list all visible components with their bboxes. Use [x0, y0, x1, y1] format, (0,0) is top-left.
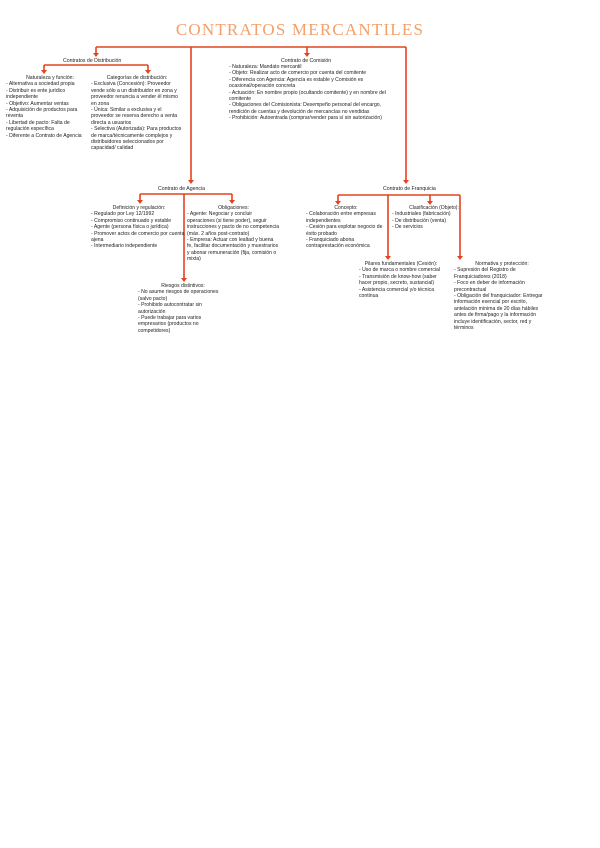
- arrow-definicion: [137, 200, 143, 204]
- riesgos-item: - Prohibido autocontratar sin autorización: [138, 302, 202, 315]
- arrow-pilares: [385, 256, 391, 260]
- definicion-item: - Agente (persona física o jurídica): [91, 224, 169, 231]
- clasificacion-item: - De servicios: [392, 224, 423, 231]
- comision-node: [229, 64, 387, 122]
- arrow-franquicia: [403, 180, 409, 184]
- naturaleza-item: - Alternativa a sociedad propia: [6, 81, 75, 88]
- categorias-item: - Única: Similar a exclusiva y el proveedor se reserva derecho a venta directa a usuarios: [91, 107, 178, 126]
- clasificacion-item: - De distribución (venta): [392, 217, 447, 224]
- definicion-item: - Promover actos de comercio por cuenta ajena: [91, 230, 185, 244]
- comision-item: - Prohibición: Autoentrada (comprar/vender para sí sin autorización): [229, 115, 382, 122]
- concepto-item: - Colaboración entre empresas independientes: [306, 211, 376, 224]
- comision-item: - Actuación: En nombre propio (ocultando comitente) y en nombre del comitente: [229, 89, 386, 103]
- franquicia-clasificacion-node: [392, 205, 476, 231]
- distribucion-categorias-node: [91, 75, 183, 152]
- arrow-obligaciones: [229, 200, 235, 204]
- pilares-heading: Pilares fundamentales (Cesión):: [364, 261, 438, 267]
- obligaciones-item: - Agente: Negociar y concluir operaciones (si tiene poder), seguir instrucciones y pacto de no competencia (máx. 2 años post-contrato): [187, 211, 280, 237]
- concepto-item: - Franquiciado abona contraprestación económica: [306, 237, 370, 250]
- distribucion-naturaleza-node: [6, 75, 94, 139]
- normativa-item: - Supresión del Registro de Franquiciadores (2018): [454, 267, 516, 280]
- naturaleza-item: - Distribuir es ente jurídico independiente: [6, 87, 66, 101]
- pilares-item: - Uso de marca o nombre comercial: [359, 267, 440, 274]
- arrow-distribucion: [93, 53, 99, 57]
- categorias-item: - Exclusiva (Concesión): Proveedor vende sólo a un distribuidor en zona y proveedor renuncia a vender él mismo en zona: [91, 81, 178, 107]
- franquicia-label: Contrato de Franquicia: [383, 186, 436, 192]
- comision-item: - Naturaleza: Mandato mercantil: [229, 64, 302, 70]
- agencia-obligaciones-node: [187, 205, 280, 263]
- agencia-label: Contrato de Agencia: [158, 186, 206, 192]
- obligaciones-heading: Obligaciones:: [218, 205, 249, 211]
- normativa-item: - Obligación del franquiciador: Entregar información esencial por escrito, antelación mínima de 20 días hábiles antes de firma/pago y la información incluye identificación, sector, red y términos: [454, 293, 543, 332]
- categorias-item: - Selectiva (Autorizada): Para productos de marca/técnicamente complejos y distribuidores seleccionados por capacidad/ calidad: [91, 126, 182, 152]
- normativa-item: - Foco en deber de información precontractual: [454, 280, 525, 293]
- agencia-riesgos-node: [138, 283, 228, 334]
- arrow-agencia: [188, 180, 194, 184]
- arrow-categorias: [145, 70, 151, 74]
- arrow-normativa: [457, 256, 463, 260]
- definicion-item: - Intermediario independiente: [91, 243, 158, 250]
- pilares-item: - Asistencia comercial y/o técnica continua: [359, 286, 435, 300]
- arrow-naturaleza: [41, 70, 47, 74]
- comision-item: - Objeto: Realizar acto de comercio por cuenta del comitente: [229, 70, 367, 77]
- franquicia-normativa-node: [454, 261, 550, 331]
- arrow-comision: [304, 53, 310, 57]
- riesgos-item: - Puede trabajar para varios empresarios (productos no competidores): [138, 315, 202, 334]
- definicion-item: - Compromiso continuado y estable: [91, 217, 172, 224]
- definicion-heading: Definición y regulación:: [112, 205, 166, 211]
- comision-label: Contrato de Comisión: [281, 58, 332, 64]
- franquicia-concepto-node: [306, 205, 386, 250]
- franquicia-pilares-node: [359, 261, 443, 299]
- riesgos-item: - No asume riesgos de operaciones (salvo pacto): [138, 289, 219, 302]
- comision-item: - Obligaciones del Comisionista: Desempeño personal del encargo, rendición de cuentas y devolución de mercancías no vendidas: [229, 102, 382, 115]
- naturaleza-item: - Diferente a Contrato de Agencia: [6, 132, 82, 139]
- riesgos-heading: Riesgos distintivos:: [161, 283, 205, 289]
- pilares-item: - Transmisión de know-how (saber hacer propio, secreto, sustancial): [359, 273, 437, 287]
- comision-item: - Diferencia con Agencia: Agencia es estable y Comisión es ocasional/operación concreta: [229, 76, 364, 90]
- normativa-heading: Normativa y protección:: [475, 261, 529, 267]
- clasificacion-item: - Industriales (fabricación): [392, 211, 451, 218]
- page-title: CONTRATOS MERCANTILES: [175, 20, 425, 39]
- naturaleza-item: - Libertad de pacto: Falta de regulación específica: [6, 119, 70, 133]
- obligaciones-item: - Empresa: Actuar con lealtad y buena fe, facilitar documentación y muestrarios y abonar remuneración (fija, comisión o mixta): [187, 237, 279, 263]
- clasificacion-heading: Clasificación (Objeto):: [409, 205, 459, 211]
- naturaleza-heading: Naturaleza y función:: [26, 75, 74, 81]
- agencia-definicion-node: [91, 205, 187, 250]
- categorias-heading: Categorías de distribución:: [106, 75, 168, 81]
- definicion-item: - Regulado por Ley 12/1992: [91, 211, 155, 218]
- distribucion-label: Contratos de Distribución: [63, 58, 122, 64]
- naturaleza-item: - Objetivo: Aumentar ventas: [6, 100, 69, 107]
- concepto-item: - Cesión para explotar negocio de éxito probado: [306, 224, 383, 237]
- arrow-riesgos: [181, 278, 187, 282]
- naturaleza-item: - Adquisición de productos para reventa: [6, 107, 78, 120]
- concepto-heading: Concepto:: [334, 205, 358, 211]
